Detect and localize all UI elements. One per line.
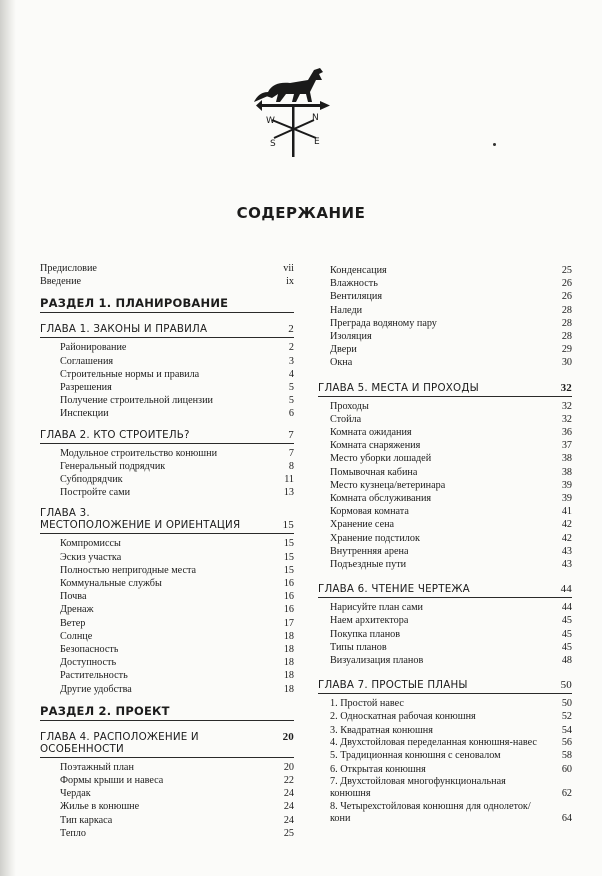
toc-entry[interactable]: Модульное строительство конюшни 7 (60, 447, 294, 459)
toc-entry[interactable]: Полностью непригодные места 15 (60, 564, 294, 576)
toc-entry[interactable]: Соглашения 3 (60, 355, 294, 367)
toc-entry[interactable]: 8. Четырехстойловая конюшня для однолеток/кони 64 (330, 800, 572, 825)
book-spine-shadow (0, 0, 16, 876)
section-heading: РАЗДЕЛ 2. ПРОЕКТ (40, 703, 170, 718)
toc-entry[interactable]: 7. Двухстойловая многофункциональная конюшня 62 (330, 775, 572, 800)
toc-entry[interactable]: Изоляция 28 (330, 331, 572, 343)
toc-entry[interactable]: Подъездные пути 43 (330, 559, 572, 571)
toc-entry[interactable]: Комната снаряжения 37 (330, 440, 572, 452)
toc-entry[interactable]: Ветер 17 (60, 617, 294, 629)
divider (318, 396, 572, 397)
section-heading: РАЗДЕЛ 1. ПЛАНИРОВАНИЕ (40, 296, 229, 311)
toc-entry[interactable]: 5. Традиционная конюшня с сеновалом 58 (330, 750, 572, 762)
toc-entry[interactable]: Строительные нормы и правила 4 (60, 368, 294, 380)
chapter-heading[interactable]: ГЛАВА 1. ЗАКОНЫ И ПРАВИЛА 2 (40, 323, 294, 336)
chapter-heading[interactable]: ГЛАВА 5. МЕСТА И ПРОХОДЫ 32 (318, 381, 572, 394)
toc-entry[interactable]: Разрешения 5 (60, 382, 294, 394)
chapter-heading[interactable]: ГЛАВА 2. КТО СТРОИТЕЛЬ? 7 (40, 428, 294, 441)
toc-entry[interactable]: Введение ix (40, 276, 294, 288)
toc-entry[interactable]: Чердак 24 (60, 788, 294, 800)
toc-left-column (40, 262, 294, 840)
toc-entry[interactable]: Комната ожидания 36 (330, 427, 572, 439)
toc-entry[interactable]: Растительность 18 (60, 670, 294, 682)
toc-entry[interactable]: Нарисуйте план сами 44 (330, 602, 572, 614)
toc-entry[interactable]: Районирование 2 (60, 342, 294, 354)
toc-entry[interactable]: Хранение сена 42 (330, 519, 572, 531)
divider (318, 693, 572, 694)
toc-entry[interactable]: Тип каркаса 24 (60, 814, 294, 826)
chapter-heading[interactable]: ГЛАВА 3. (40, 507, 90, 520)
toc-entry[interactable]: Внутренняя арена 43 (330, 545, 572, 557)
chapter-heading[interactable]: ГЛАВА 7. ПРОСТЫЕ ПЛАНЫ 50 (318, 679, 572, 692)
toc-entry[interactable]: Преграда водяному пару 28 (330, 317, 572, 329)
toc-entry[interactable]: Стойла 32 (330, 413, 572, 425)
divider (40, 757, 294, 758)
svg-text:E: E (314, 137, 320, 147)
toc-entry[interactable]: Двери 29 (330, 344, 572, 356)
toc-entry[interactable]: Другие удобства 18 (60, 683, 294, 695)
toc-entry[interactable]: Наледи 28 (330, 304, 572, 316)
toc-entry[interactable]: Влажность 26 (330, 278, 572, 290)
weathervane-icon (250, 58, 340, 158)
divider (40, 720, 294, 721)
toc-entry[interactable]: Получение строительной лицензии 5 (60, 395, 294, 407)
toc-entry[interactable]: Визуализация планов 48 (330, 655, 572, 667)
print-speck (493, 143, 496, 146)
toc-entry[interactable]: Безопасность 18 (60, 644, 294, 656)
svg-text:S: S (270, 139, 276, 149)
toc-entry[interactable]: Предисловие vii (40, 263, 294, 274)
toc-entry[interactable]: 4. Двухстойловая переделанная конюшня-навес 56 (330, 736, 572, 748)
toc-entry[interactable]: Постройте сами 13 (60, 487, 294, 499)
toc-entry[interactable]: Комната обслуживания 39 (330, 493, 572, 505)
divider (40, 312, 294, 313)
toc-entry[interactable]: Место кузнеца/ветеринара 39 (330, 479, 572, 491)
toc-entry[interactable]: Типы планов 45 (330, 641, 572, 653)
divider (40, 337, 294, 338)
divider (40, 443, 294, 444)
toc-entry[interactable]: Генеральный подрядчик 8 (60, 460, 294, 472)
page-title: СОДЕРЖАНИЕ (236, 204, 366, 222)
toc-entry[interactable]: Эскиз участка 15 (60, 551, 294, 563)
divider (40, 533, 294, 534)
toc-entry[interactable]: 6. Открытая конюшня 60 (330, 763, 572, 775)
toc-right-column (318, 264, 572, 826)
toc-entry[interactable]: Покупка планов 45 (330, 628, 572, 640)
toc-entry[interactable]: Конденсация 25 (330, 265, 572, 276)
toc-entry[interactable]: 3. Квадратная конюшня 54 (330, 724, 572, 736)
toc-entry[interactable]: Наем архитектора 45 (330, 615, 572, 627)
toc-entry[interactable]: Кормовая комната 41 (330, 506, 572, 518)
toc-entry[interactable]: Поэтажный план 20 (60, 761, 294, 773)
chapter-heading[interactable]: ГЛАВА 4. РАСПОЛОЖЕНИЕ И ОСОБЕННОСТИ 20 (40, 730, 294, 755)
toc-entry[interactable]: Вентиляция 26 (330, 291, 572, 303)
toc-entry[interactable]: 1. Простой навес 50 (330, 698, 572, 710)
toc-entry[interactable]: Хранение подстилок 42 (330, 532, 572, 544)
toc-entry[interactable]: Тепло 25 (60, 827, 294, 839)
toc-entry[interactable]: Доступность 18 (60, 657, 294, 669)
chapter-heading-line2[interactable]: МЕСТОПОЛОЖЕНИЕ И ОРИЕНТАЦИЯ 15 (40, 519, 294, 532)
divider (318, 597, 572, 598)
svg-text:W: W (266, 116, 275, 126)
toc-entry[interactable]: Окна 30 (330, 357, 572, 369)
toc-entry[interactable]: Формы крыши и навеса 22 (60, 775, 294, 787)
chapter-heading[interactable]: ГЛАВА 6. ЧТЕНИЕ ЧЕРТЕЖА 44 (318, 583, 572, 596)
toc-entry[interactable]: 2. Односкатная рабочая конюшня 52 (330, 711, 572, 723)
toc-entry[interactable]: Компромиссы 15 (60, 538, 294, 550)
toc-entry[interactable]: Дренаж 16 (60, 604, 294, 616)
svg-text:N: N (312, 113, 319, 123)
toc-entry[interactable]: Жилье в конюшне 24 (60, 801, 294, 813)
toc-entry[interactable]: Помывочная кабина 38 (330, 466, 572, 478)
toc-entry[interactable]: Субподрядчик 11 (60, 474, 294, 486)
toc-entry[interactable]: Солнце 18 (60, 630, 294, 642)
toc-entry[interactable]: Место уборки лошадей 38 (330, 453, 572, 465)
toc-entry[interactable]: Проходы 32 (330, 400, 572, 412)
toc-entry[interactable]: Коммунальные службы 16 (60, 578, 294, 590)
toc-entry[interactable]: Инспекции 6 (60, 408, 294, 420)
toc-entry[interactable]: Почва 16 (60, 591, 294, 603)
